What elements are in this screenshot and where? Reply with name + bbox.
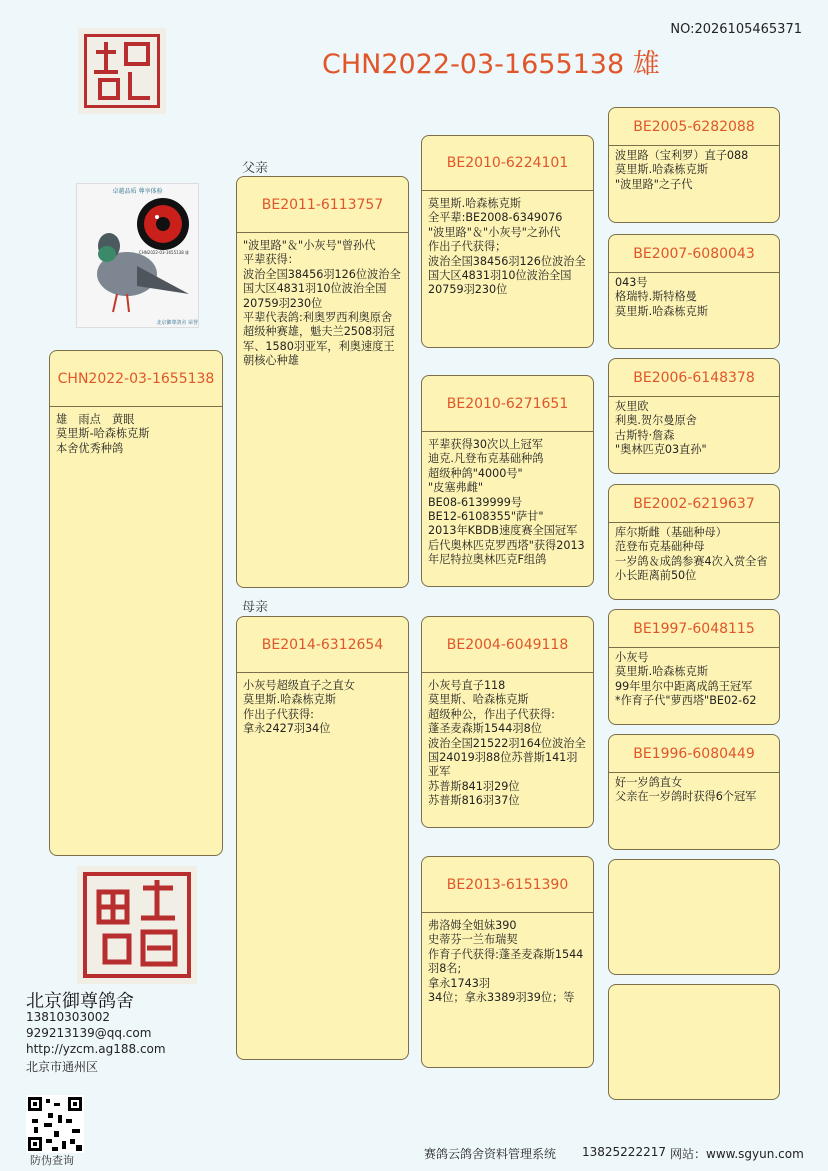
loft-phone: 13810303002 <box>26 1010 110 1024</box>
sire-sire-ring: BE2010-6224101 <box>422 136 593 191</box>
footer-phone: 13825222217 <box>582 1145 666 1159</box>
dss-ring: BE1997-6048115 <box>609 610 779 648</box>
sire-ring: BE2011-6113757 <box>237 177 408 233</box>
seal-stamp-top <box>78 28 166 114</box>
dsd-info: 好一岁鸽直女 父亲在一岁鸽时获得6个冠军 <box>615 776 757 804</box>
dsd-ring: BE1996-6080449 <box>609 735 779 773</box>
qr-caption: 防伪查询 <box>30 1154 74 1167</box>
dam-dam-ring: BE2013-6151390 <box>422 857 593 913</box>
sire-dam-info: 平辈获得30次以上冠军 迪克.凡登布克基础种鸽 超级种鸽"4000号" "皮塞弗雌" BE08-6139999号 BE12-6108355"萨甘" 2013年KBDB速度赛全国冠军 后代奥林匹克罗西塔"获得2013年尼特拉奥林匹克F组鸽 <box>428 438 585 567</box>
dam-info: 小灰号超级直子之直女 莫里斯.哈森栋克斯 作出子代获得: 拿永2427羽34位 <box>243 679 355 736</box>
sss-card <box>608 107 780 223</box>
dds-card-empty <box>608 859 780 975</box>
footer-site: 网站：www.sgyun.com <box>670 1147 804 1161</box>
pigeon-photo <box>76 183 199 328</box>
sdd-card <box>608 484 780 600</box>
sire-info: "波里路"＆"小灰号"曾孙代 平辈获得： 波治全国38456羽126位波治全国大区4831羽10位波治全国20759羽230位 平辈代表鸽:利奥罗西利奥原舍超级种赛雄，魁夫兰2508羽冠军、1580羽亚军，利奥速度王朝核心种雄 <box>243 239 401 368</box>
ssd-card <box>608 234 780 349</box>
sire-dam-card <box>421 375 594 587</box>
photo-ring-label: CHN2022-03-1655138 雄 <box>139 250 190 255</box>
dss-card <box>608 609 780 725</box>
document-number: NO:2026105465371 <box>670 22 802 37</box>
page-title: CHN2022-03-1655138 雄 <box>322 49 660 80</box>
sire-card <box>236 176 409 588</box>
loft-url: http://yzcm.ag188.com <box>26 1042 166 1056</box>
seal-stamp-bottom <box>77 866 197 984</box>
sds-ring: BE2006-6148378 <box>609 359 779 397</box>
sss-ring: BE2005-6282088 <box>609 108 779 146</box>
sire-dam-ring: BE2010-6271651 <box>422 376 593 432</box>
dam-sire-info: 小灰号直子118 莫里斯、哈森栋克斯 超级种公，作出子代获得: 蓬圣麦森斯1544羽8位 波治全国21522羽164位波治全国24019羽88位苏普斯141羽亚军 苏普斯841羽29位 苏普斯816羽37位 <box>428 679 586 808</box>
photo-banner: 卓越品质 尊享体验 <box>112 188 163 195</box>
subject-info: 雄 雨点 黄眼 莫里斯-哈森栋克斯 本舍优秀种鸽 <box>56 413 150 455</box>
loft-name: 北京御尊鸽舍 <box>26 991 134 1012</box>
mother-label: 母亲 <box>242 600 269 615</box>
dam-card <box>236 616 409 1060</box>
ddd-card-empty <box>608 984 780 1100</box>
dam-dam-card <box>421 856 594 1068</box>
dam-sire-ring: BE2004-6049118 <box>422 617 593 673</box>
sss-info: 波里路（宝利罗）直子088 莫里斯.哈森栋克斯 "波里路"之子代 <box>615 149 749 191</box>
subject-ring: CHN2022-03-1655138 <box>50 351 222 407</box>
dam-dam-info: 弗洛姆全姐妹390 史蒂芬一兰布瑞契 作育子代获得:蓬圣麦森斯1544羽8名; 拿永1743羽 34位；拿永3389羽39位；等 <box>428 919 584 1005</box>
loft-email: 929213139@qq.com <box>26 1026 152 1040</box>
dsd-card <box>608 734 780 850</box>
footer-system: 赛鸽云鸽舍资料管理系统 <box>424 1147 557 1161</box>
sdd-ring: BE2002-6219637 <box>609 485 779 523</box>
dss-info: 小灰号 莫里斯.哈森栋克斯 99年里尔中距离成鸽王冠军 *作育子代"萝西塔"BE02-62 <box>615 651 757 708</box>
qr-code <box>26 1095 84 1153</box>
sds-info: 灰里欧 利奥.贺尔曼原舍 古斯特·詹森 "奥林匹克03直孙" <box>615 400 707 457</box>
father-label: 父亲 <box>242 161 269 176</box>
loft-address: 北京市通州区 <box>26 1060 99 1074</box>
dam-ring: BE2014-6312654 <box>237 617 408 673</box>
ssd-info: 043号 格瑞特.斯特格曼 莫里斯.哈森栋克斯 <box>615 276 709 318</box>
photo-footer: 北京御尊鸽舍 荣誉 <box>156 320 198 326</box>
sdd-info: 库尔斯雌（基础种母） 范登布克基础种母 一岁鸽＆成鸽参赛4次入赏全省小长距离前50位 <box>615 526 768 583</box>
ssd-ring: BE2007-6080043 <box>609 235 779 273</box>
sire-sire-card <box>421 135 594 348</box>
subject-card <box>49 350 223 856</box>
sds-card <box>608 358 780 474</box>
sire-sire-info: 莫里斯.哈森栋克斯 全平辈:BE2008-6349076 "波里路"＆"小灰号"之孙代 作出子代获得； 波治全国38456羽126位波治全国大区4831羽10位波治全国20759羽230位 <box>428 197 586 297</box>
dam-sire-card <box>421 616 594 828</box>
